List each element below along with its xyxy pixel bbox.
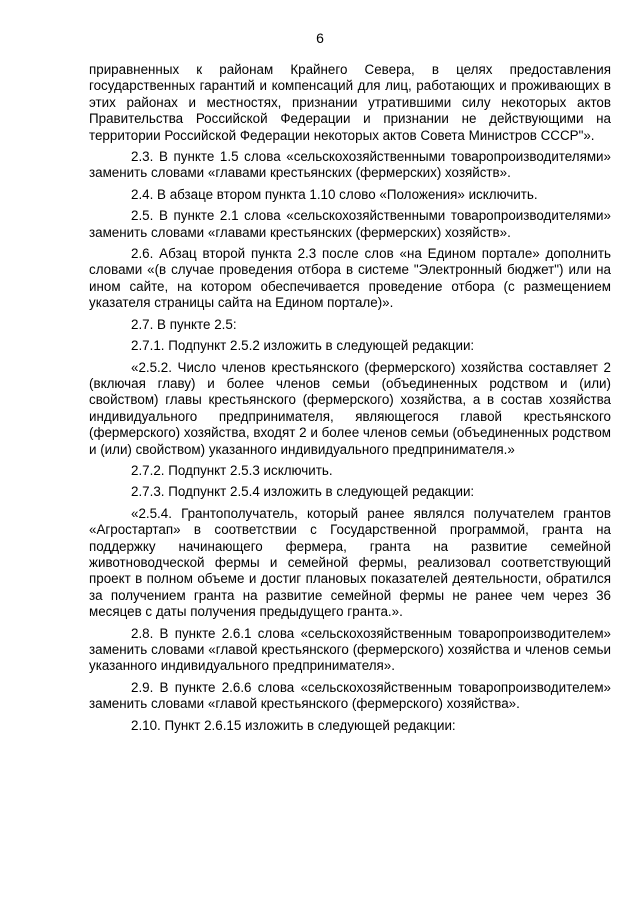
paragraph-2-7-1: 2.7.1. Подпункт 2.5.2 изложить в следующей редакции: <box>131 338 475 354</box>
document-body <box>89 62 611 739</box>
page-number: 6 <box>316 30 324 46</box>
paragraph-2-7: 2.7. В пункте 2.5: <box>131 316 237 332</box>
paragraph-2-5: 2.5. В пункте 2.1 слова «сельскохозяйственными товаропроизводителями» заменить словами «главами крестьянских (фермерских) хозяйств». <box>89 208 611 240</box>
paragraph-2-3: 2.3. В пункте 1.5 слова «сельскохозяйственными товаропроизводителями» заменить словами «главами крестьянских (фермерских) хозяйств». <box>89 149 611 181</box>
paragraph-2-8: 2.8. В пункте 2.6.1 слова «сельскохозяйственным товаропроизводителем» заменить словами «главой крестьянского (фермерского) хозяйства и членов семьи указанного индивидуального предпринимателя». <box>89 625 611 674</box>
paragraph-quote-2-5-2: «2.5.2. Число членов крестьянского (фермерского) хозяйства составляет 2 (включая главу) и более членов семьи (объединенных родством и (или) свойством) главы крестьянского (фермерского) хозяйства, а в состав хозяйства индивидуального предпринимателя, являющегося главой крестьянского (фермерского) хозяйства, входят 2 и более членов семьи (объединенных родством и (или) свойством) указанного индивидуального предпринимателя.» <box>89 359 611 457</box>
paragraph-continuation: приравненных к районам Крайнего Севера, в целях предоставления государственных гарантий и компенсаций для лиц, работающих и проживающих в этих районах и местностях, признании утратившими силу некоторых актов Правительства Российской Федерации и признании не действующими на территории Российской Федерации некоторых актов Совета Министров СССР"». <box>89 62 611 143</box>
paragraph-2-4: 2.4. В абзаце втором пункта 1.10 слово «Положения» исключить. <box>131 186 538 202</box>
paragraph-2-6: 2.6. Абзац второй пункта 2.3 после слов «на Едином портале» дополнить словами «(в случае проведения отбора в системе "Электронный бюджет") или на ином сайте, на котором обеспечивается проведение отбора (с размещением указателя страницы сайта на Едином портале)». <box>89 246 611 311</box>
paragraph-2-7-3: 2.7.3. Подпункт 2.5.4 изложить в следующей редакции: <box>131 484 475 500</box>
paragraph-2-7-2: 2.7.2. Подпункт 2.5.3 исключить. <box>131 462 333 478</box>
paragraph-quote-2-5-4: «2.5.4. Грантополучатель, который ранее являлся получателем грантов «Агростартап» в соответствии с Государственной программой, гранта на поддержку начинающего фермера, гранта на развитие семейной животноводческой фермы и семейной фермы, реализовал соответствующий проект в полном объеме и достиг плановых показателей деятельности, обратился за получением гранта на развитие семейной фермы не ранее чем через 36 месяцев с даты получения предыдущего гранта.». <box>89 505 611 620</box>
paragraph-2-10: 2.10. Пункт 2.6.15 изложить в следующей редакции: <box>131 717 456 733</box>
paragraph-2-9: 2.9. В пункте 2.6.6 слова «сельскохозяйственным товаропроизводителем» заменить словами «главой крестьянского (фермерского) хозяйства». <box>89 679 611 712</box>
